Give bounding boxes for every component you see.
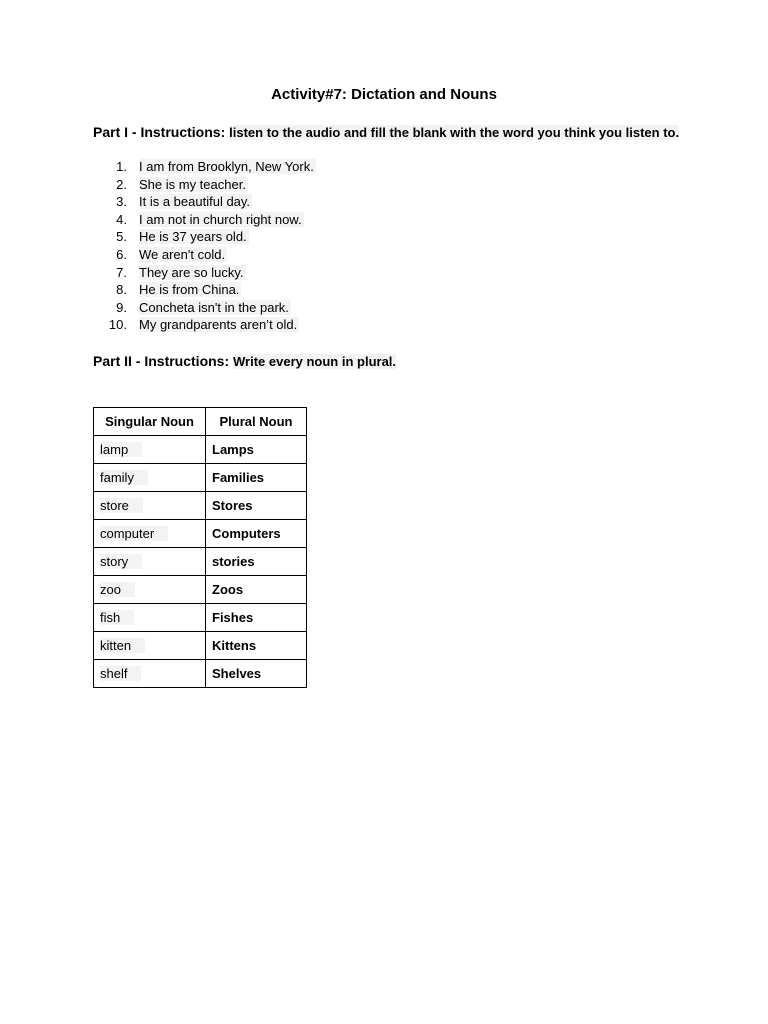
table-header-row [94,408,307,436]
plural-cell: Shelves [206,660,307,688]
list-item-number: 4. [116,211,127,227]
singular-cell [94,492,206,520]
table-row [94,660,307,688]
list-item [93,211,316,229]
table-row [94,436,307,464]
page-title: Activity#7: Dictation and Nouns [271,86,497,103]
list-item-number: 9. [116,299,127,315]
list-item-text: It is a beautiful day. [139,194,251,210]
plural-cell: Kittens [206,632,307,660]
plural-nouns-table [93,407,307,688]
singular-cell [94,576,206,604]
table-row [94,548,307,576]
singular-noun: zoo [100,582,135,597]
list-item-text: Concheta isn't in the park. [139,299,289,315]
singular-cell [94,436,206,464]
singular-cell [94,464,206,492]
list-item [93,193,316,211]
singular-noun: family [100,470,148,485]
list-item-number: 10. [108,317,127,333]
singular-cell [94,604,206,632]
list-item-text: She is my teacher. [139,176,246,192]
singular-noun: lamp [100,442,142,457]
list-item-number: 3. [116,194,127,210]
list-item [93,264,316,282]
part2-label: Part II - Instructions: [93,353,230,369]
table-row [94,576,307,604]
dictation-list [93,158,316,334]
part2-instructions [93,353,396,369]
singular-noun: story [100,554,142,569]
plural-cell: Computers [206,520,307,548]
part1-instructions [93,124,679,140]
singular-noun: shelf [100,666,141,681]
list-item-text: I am from Brooklyn, New York. [139,159,314,174]
table-row [94,632,307,660]
table-row [94,604,307,632]
list-item-number: 2. [116,176,127,192]
list-item [93,246,316,264]
singular-noun: store [100,498,143,513]
singular-cell [94,520,206,548]
plural-cell: Families [206,464,307,492]
singular-noun: computer [100,526,168,541]
list-item-number: 5. [116,229,127,245]
list-item-text: My grandparents aren’t old. [139,317,298,333]
list-item-number: 7. [116,264,127,280]
table-row [94,464,307,492]
singular-noun: kitten [100,638,145,653]
table-row [94,520,307,548]
plural-cell: Zoos [206,576,307,604]
plural-cell: stories [206,548,307,576]
column-header-singular: Singular Noun [94,408,206,436]
list-item [93,281,316,299]
singular-noun: fish [100,610,134,625]
list-item [93,316,316,334]
list-item-number: 8. [116,282,127,298]
list-item [93,176,316,194]
list-item [93,299,316,317]
list-item [93,228,316,246]
plural-cell: Lamps [206,436,307,464]
table-row [94,492,307,520]
part1-label: Part I - Instructions: [93,124,226,140]
singular-cell [94,660,206,688]
list-item-text: I am not in church right now. [139,211,302,227]
column-header-plural: Plural Noun [206,408,307,436]
list-item-number: 1. [116,159,127,174]
plural-cell: Stores [206,492,307,520]
part1-text: listen to the audio and fill the blank with the word you think you listen to. [229,125,680,140]
list-item-text: We aren't cold. [139,246,226,262]
list-item-text: They are so lucky. [139,264,244,280]
singular-cell [94,632,206,660]
plural-cell: Fishes [206,604,307,632]
list-item-text: He is from China. [139,282,240,298]
list-item-number: 6. [116,246,127,262]
list-item-text: He is 37 years old. [139,229,247,245]
singular-cell [94,548,206,576]
part2-text: Write every noun in plural. [233,354,397,369]
list-item [93,158,316,176]
